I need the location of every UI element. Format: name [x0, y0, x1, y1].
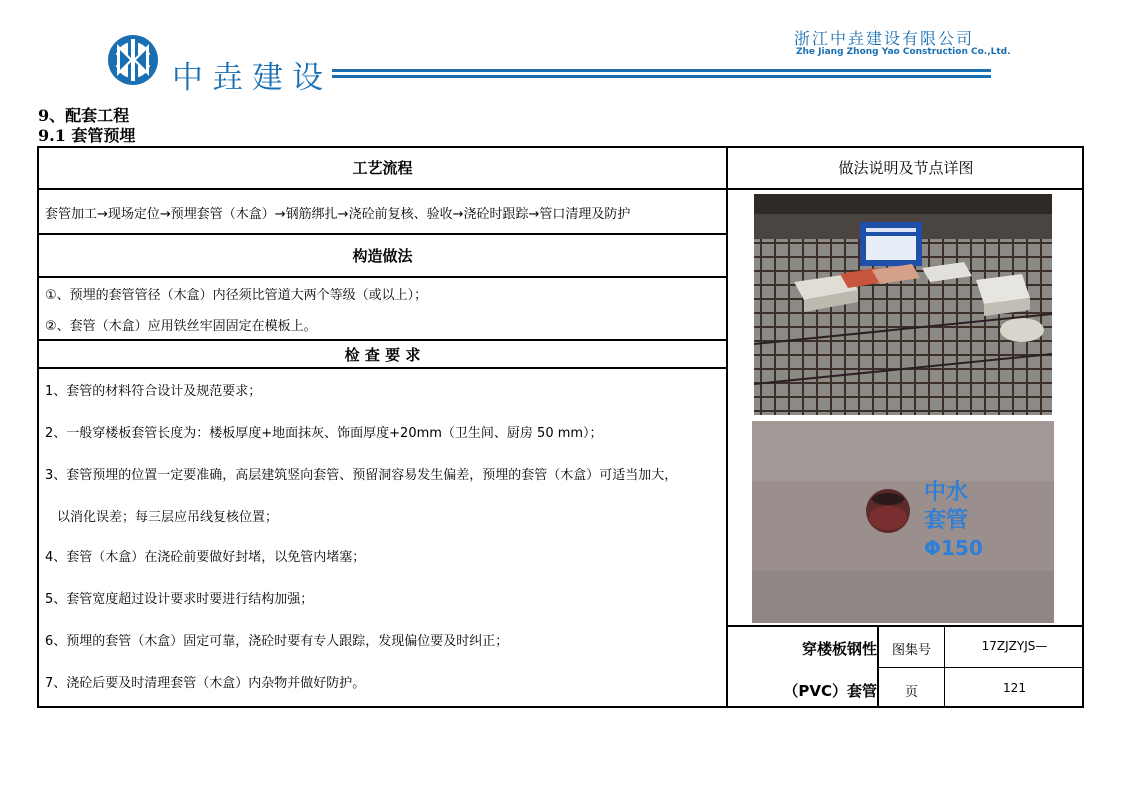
- atlas-value: 17ZJZYJS—: [981, 639, 1048, 653]
- company-name-en: Zhe Jiang Zhong Yao Construction Co.,Ltd.: [796, 47, 1011, 57]
- construction-item: ②、套管（木盒）应用铁丝牢固固定在模板上。: [45, 319, 317, 334]
- header-rule-bottom: [332, 75, 991, 78]
- company-logo-icon: [106, 33, 160, 87]
- inspection-header: 检 查 要 求: [344, 346, 421, 364]
- column-divider: [726, 146, 728, 708]
- drawing-title-line2: （PVC）套管: [783, 682, 877, 700]
- construction-item: ①、预埋的套管管径（木盒）内径须比管道大两个等级（或以上）；: [45, 288, 428, 303]
- row-divider: [37, 339, 727, 341]
- section-subheading: 9.1 套管预埋: [38, 126, 136, 145]
- row-divider: [37, 233, 727, 235]
- footer-divider: [877, 667, 1084, 668]
- drawing-title-line1: 穿楼板钢性: [801, 640, 877, 658]
- process-header: 工艺流程: [352, 159, 413, 177]
- construction-header: 构造做法: [352, 247, 413, 265]
- detail-header: 做法说明及节点详图: [838, 159, 974, 177]
- inspection-item: 1、套管的材料符合设计及规范要求；: [45, 384, 262, 399]
- company-name-cn: 浙江中垚建设有限公司: [794, 29, 975, 48]
- page-value: 121: [1003, 681, 1026, 695]
- marking-text: 套管: [924, 508, 969, 533]
- logo-text: 中垚建设: [172, 60, 332, 96]
- footer-divider: [726, 625, 1084, 627]
- atlas-label: 图集号: [891, 643, 931, 658]
- row-divider: [37, 276, 727, 278]
- page-label: 页: [904, 685, 918, 700]
- inspection-item: 以消化误差；每三层应吊线复核位置；: [57, 510, 279, 525]
- inspection-item: 6、预埋的套管（木盒）固定可靠，浇砼时要有专人跟踪，发现偏位要及时纠正；: [45, 634, 509, 649]
- header-rule-top: [332, 69, 991, 72]
- inspection-item: 3、套管预埋的位置一定要准确，高层建筑竖向套管、预留洞容易发生偏差，预埋的套管（木盒）可适当加大，: [45, 468, 678, 483]
- inspection-item: 7、浇砼后要及时清理套管（木盒）内杂物并做好防护。: [45, 676, 366, 691]
- sleeve-marking-photo: [752, 421, 1054, 623]
- row-divider: [37, 188, 1084, 190]
- process-flow-text: 套管加工→现场定位→预埋套管（木盒）→钢筋绑扎→浇砼前复核、验收→浇砼时跟踪→管口清理及防护: [45, 207, 631, 222]
- inspection-item: 4、套管（木盒）在浇砼前要做好封堵，以免管内堵塞；: [45, 550, 366, 565]
- inspection-item: 2、一般穿楼板套管长度为：楼板厚度+地面抹灰、饰面厚度+20mm（卫生间、厨房 50 mm）；: [45, 426, 603, 441]
- marking-text: 中水: [924, 480, 969, 505]
- row-divider: [37, 367, 727, 369]
- sleeve-embedding-photo: [754, 194, 1052, 415]
- inspection-item: 5、套管宽度超过设计要求时要进行结构加强；: [45, 592, 314, 607]
- marking-text: Φ150: [924, 536, 983, 560]
- section-heading: 9、配套工程: [38, 106, 130, 125]
- footer-divider: [944, 625, 945, 708]
